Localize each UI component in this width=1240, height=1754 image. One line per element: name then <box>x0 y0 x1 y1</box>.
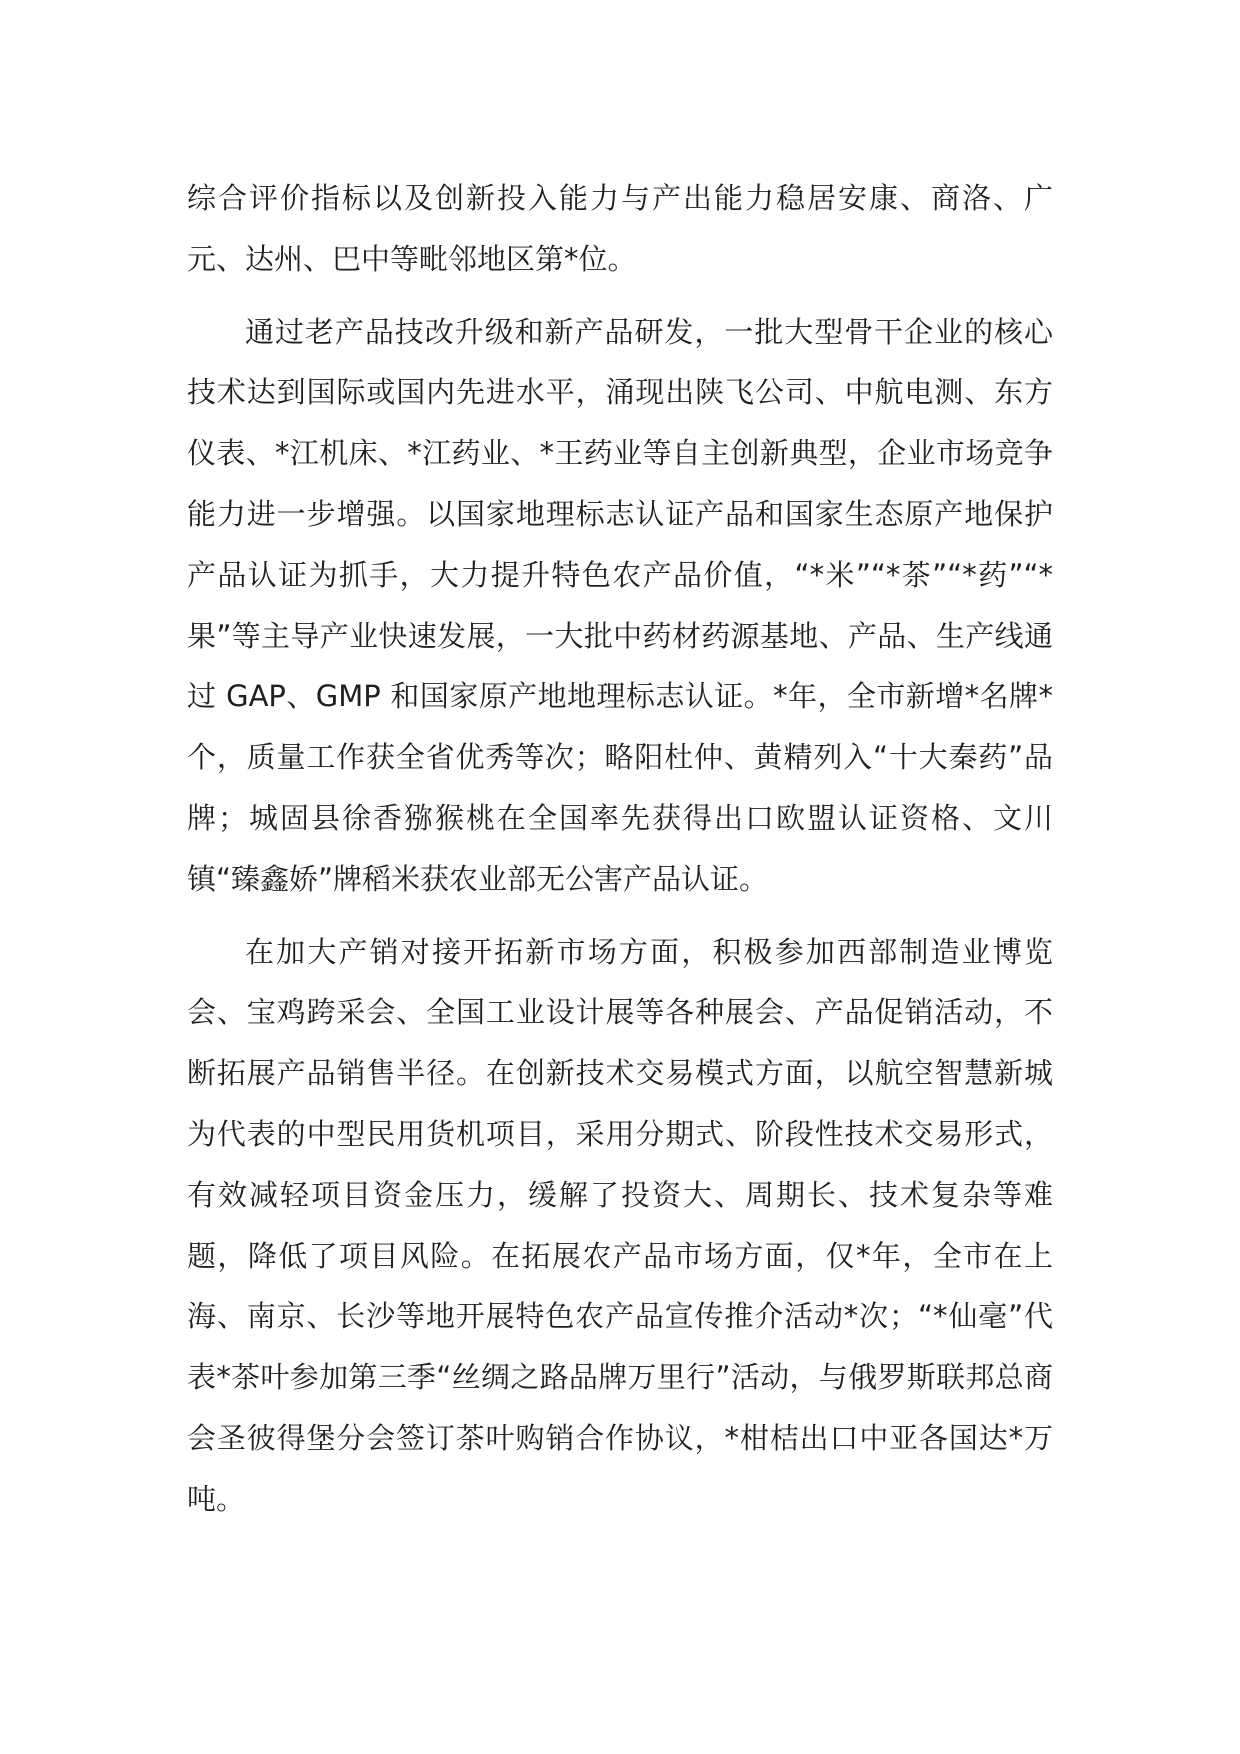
paragraph-2: 通过老产品技改升级和新产品研发，一批大型骨干企业的核心技术达到国际或国内先进水平，涌现出陕飞公司、中航电测、东方仪表、*江机床、*江药业、*王药业等自主创新典型，企业市场竞争能力进一步增强。以国家地理标志认证产品和国家生态原产地保护产品认证为抓手，大力提升特色农产品价值，“*米”“*茶”“*药”“*果”等主导产业快速发展，一大批中药材药源基地、产品、生产线通过 GAP、GMP 和国家原产地地理标志认证。*年，全市新增*名牌*个，质量工作获全省优秀等次；略阳杜仲、黄精列入“十大秦药”品牌；城固县徐香猕猴桃在全国率先获得出口欧盟认证资格、文川镇“臻鑫娇”牌稻米获农业部无公害产品认证。 <box>187 314 1053 896</box>
paragraph-1: 综合评价指标以及创新投入能力与产出能力稳居安康、商洛、广元、达州、巴中等毗邻地区第*位。 <box>187 181 1053 276</box>
document-body <box>187 168 1053 1530</box>
paragraph-3: 在加大产销对接开拓新市场方面，积极参加西部制造业博览会、宝鸡跨采会、全国工业设计展等各种展会、产品促销活动，不断拓展产品销售半径。在创新技术交易模式方面，以航空智慧新城为代表的中型民用货机项目，采用分期式、阶段性技术交易形式，有效减轻项目资金压力，缓解了投资大、周期长、技术复杂等难题，降低了项目风险。在拓展农产品市场方面，仅*年，全市在上海、南京、长沙等地开展特色农产品宣传推介活动*次；“*仙毫”代表*茶叶参加第三季“丝绸之路品牌万里行”活动，与俄罗斯联邦总商会圣彼得堡分会签订茶叶购销合作协议，*柑桔出口中亚各国达*万吨。 <box>187 934 1053 1516</box>
